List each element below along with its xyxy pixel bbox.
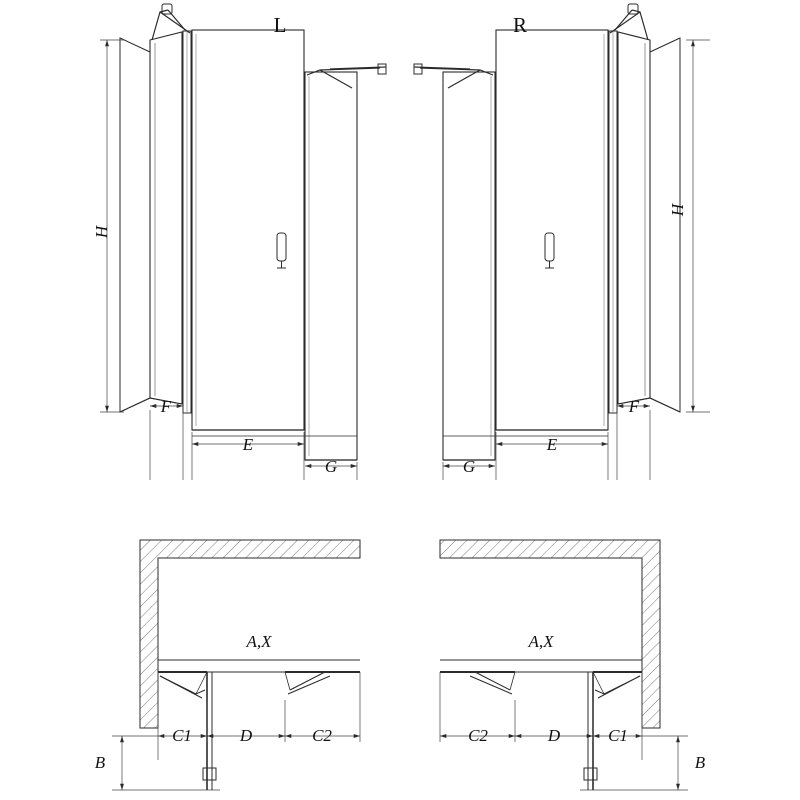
variant-label-left: L [273, 13, 287, 37]
dim-label-D-left: D [239, 726, 253, 745]
dim-label-E-left: E [242, 435, 254, 454]
dim-label-B-right: B [694, 753, 706, 772]
dim-label-height-left: H [92, 225, 111, 239]
dim-label-D-right: D [547, 726, 561, 745]
dim-label-F-left: F [160, 397, 172, 416]
plan-view-left [112, 540, 360, 790]
dim-label-G-left: G [324, 457, 338, 476]
dim-label-C1-right: C1 [608, 726, 628, 745]
dim-label-AX-left: A,X [246, 632, 272, 651]
dim-label-F-right: F [628, 397, 640, 416]
elevation-view-right [414, 4, 710, 480]
door-handle-icon [277, 233, 286, 268]
dim-label-C2-left: C2 [312, 726, 332, 745]
dim-label-AX-right: A,X [528, 632, 554, 651]
elevation-view-left [100, 4, 386, 480]
dim-label-G-right: G [462, 457, 476, 476]
variant-label-right: R [512, 13, 528, 37]
dim-label-C1-left: C1 [172, 726, 192, 745]
plan-view-right [440, 540, 688, 790]
dim-label-C2-right: C2 [468, 726, 488, 745]
dim-label-height-right: H [668, 203, 687, 217]
door-handle-icon [545, 233, 554, 268]
dim-label-E-right: E [546, 435, 558, 454]
dim-label-B-left: B [94, 753, 106, 772]
